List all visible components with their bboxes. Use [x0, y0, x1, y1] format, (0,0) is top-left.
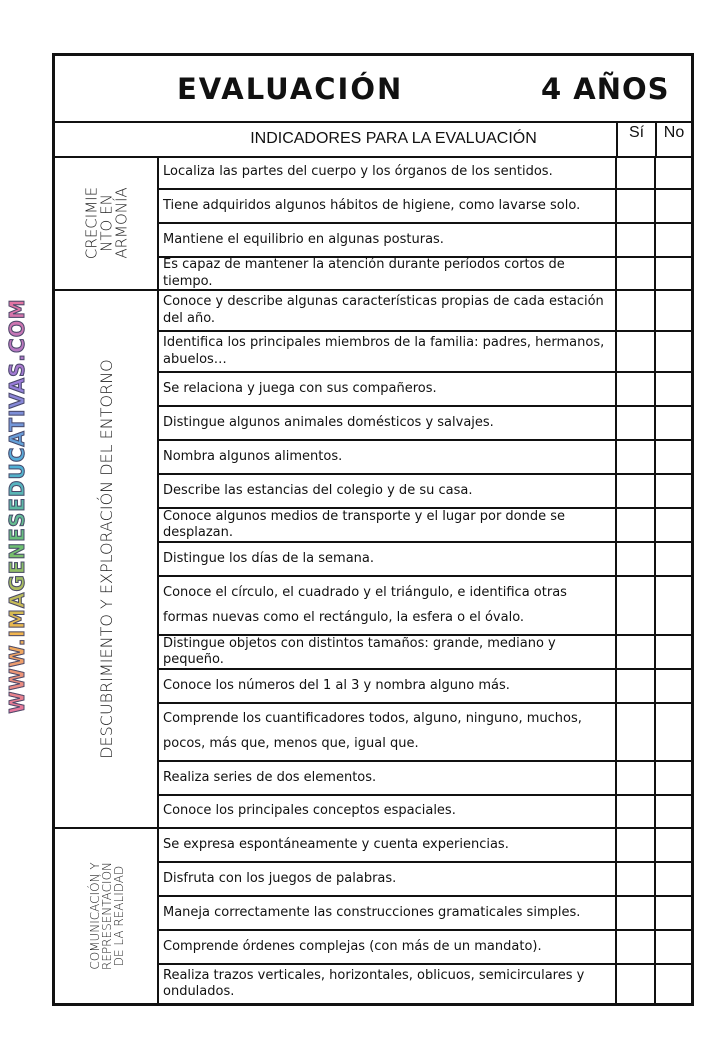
yes-checkbox-cell[interactable]	[616, 332, 655, 371]
no-checkbox-cell[interactable]	[655, 407, 691, 439]
yes-checkbox-cell[interactable]	[616, 931, 655, 963]
title-row	[55, 56, 691, 123]
indicator-text: Conoce los números del 1 al 3 y nombra alguno más.	[163, 677, 510, 693]
indicator-text: Disfruta con los juegos de palabras.	[163, 870, 397, 886]
yes-checkbox-cell[interactable]	[616, 441, 655, 473]
indicator-text: Es capaz de mantener la atención durante períodos cortos de tiempo.	[163, 257, 565, 289]
table-row	[158, 441, 691, 475]
table-row	[158, 670, 691, 704]
yes-checkbox-cell[interactable]	[616, 190, 655, 222]
no-checkbox-cell[interactable]	[655, 332, 691, 371]
indicator-text: Distingue algunos animales domésticos y salvajes.	[163, 414, 494, 430]
table-header	[55, 121, 691, 158]
indicator-text: Conoce algunos medios de transporte y el lugar por donde se desplazan.	[163, 508, 566, 540]
section-label: DESCUBRIMIENTO Y EXPLORACIÓN DEL ENTORNO	[96, 359, 116, 759]
table-row	[158, 224, 691, 258]
table-row	[158, 931, 691, 965]
no-checkbox-cell[interactable]	[655, 762, 691, 794]
section-label: COMUNICACIÓN Y REPRESENTACIÓN DE LA REALIDAD	[87, 862, 126, 970]
table-row	[158, 543, 691, 577]
table-row	[158, 577, 691, 636]
indicator-text: Localiza las partes del cuerpo y los órganos de los sentidos.	[163, 163, 553, 179]
indicator-text: Mantiene el equilibrio en algunas posturas.	[163, 231, 444, 247]
indicator-text: Distingue los días de la semana.	[163, 550, 375, 566]
table-row	[158, 796, 691, 829]
yes-checkbox-cell[interactable]	[616, 258, 655, 289]
table-row	[158, 258, 691, 291]
section-label: CRECIMIE NTO EN ARMONÍA	[82, 186, 130, 259]
no-checkbox-cell[interactable]	[655, 931, 691, 963]
no-checkbox-cell[interactable]	[655, 965, 691, 1003]
yes-checkbox-cell[interactable]	[616, 863, 655, 895]
no-checkbox-cell[interactable]	[655, 636, 691, 668]
page-title: EVALUACIÓN	[177, 72, 404, 106]
indicator-text: Conoce y describe algunas características propias de cada estación del año.	[163, 294, 604, 326]
no-checkbox-cell[interactable]	[655, 224, 691, 256]
indicator-text: Comprende órdenes complejas (con más de un mandato).	[163, 938, 542, 954]
table-row	[158, 475, 691, 509]
no-checkbox-cell[interactable]	[655, 258, 691, 289]
yes-checkbox-cell[interactable]	[616, 509, 655, 541]
column-divider	[157, 156, 159, 1003]
no-checkbox-cell[interactable]	[655, 829, 691, 861]
yes-checkbox-cell[interactable]	[616, 704, 655, 760]
table-row	[158, 407, 691, 441]
indicator-text: Realiza series de dos elementos.	[163, 769, 377, 785]
yes-checkbox-cell[interactable]	[616, 475, 655, 507]
yes-checkbox-cell[interactable]	[616, 156, 655, 188]
table-row	[158, 156, 691, 190]
yes-checkbox-cell[interactable]	[616, 670, 655, 702]
table-row	[158, 897, 691, 931]
no-checkbox-cell[interactable]	[655, 577, 691, 634]
yes-column-header: Sí	[616, 121, 655, 156]
yes-checkbox-cell[interactable]	[616, 577, 655, 634]
table-row	[158, 863, 691, 897]
no-checkbox-cell[interactable]	[655, 373, 691, 405]
yes-checkbox-cell[interactable]	[616, 829, 655, 861]
no-checkbox-cell[interactable]	[655, 291, 691, 330]
no-checkbox-cell[interactable]	[655, 543, 691, 575]
no-checkbox-cell[interactable]	[655, 897, 691, 929]
table-row	[158, 291, 691, 332]
indicator-text: Se expresa espontáneamente y cuenta experiencias.	[163, 836, 509, 852]
no-checkbox-cell[interactable]	[655, 863, 691, 895]
table-row	[158, 829, 691, 863]
evaluation-sheet	[52, 53, 694, 1006]
yes-checkbox-cell[interactable]	[616, 407, 655, 439]
indicator-text: Nombra algunos alimentos.	[163, 448, 343, 464]
yes-checkbox-cell[interactable]	[616, 291, 655, 330]
no-column-header: No	[655, 121, 691, 156]
yes-checkbox-cell[interactable]	[616, 373, 655, 405]
table-row	[158, 762, 691, 796]
indicator-text: Comprende los cuantificadores todos, alguno, ninguno, muchos, pocos, más que, menos que, igual que.	[163, 711, 582, 751]
indicator-text: Maneja correctamente las construcciones gramaticales simples.	[163, 904, 581, 920]
yes-checkbox-cell[interactable]	[616, 762, 655, 794]
indicator-text: Se relaciona y juega con sus compañeros.	[163, 380, 437, 396]
indicator-text: Identifica los principales miembros de la familia: padres, hermanos, abuelos…	[163, 335, 605, 367]
yes-checkbox-cell[interactable]	[616, 543, 655, 575]
no-checkbox-cell[interactable]	[655, 475, 691, 507]
indicator-text: Distingue objetos con distintos tamaños: grande, mediano y pequeño.	[163, 635, 556, 667]
table-row	[158, 636, 691, 670]
yes-checkbox-cell[interactable]	[616, 796, 655, 827]
table-row	[158, 373, 691, 407]
no-checkbox-cell[interactable]	[655, 156, 691, 188]
indicators-header: INDICADORES PARA LA EVALUACIÓN	[250, 129, 537, 147]
section-descubrimiento	[55, 291, 158, 829]
watermark-text: WWW.IMAGENESEDUCATIVAS.COM	[5, 298, 29, 714]
table-row	[158, 190, 691, 224]
yes-checkbox-cell[interactable]	[616, 965, 655, 1003]
table-row	[158, 704, 691, 762]
yes-checkbox-cell[interactable]	[616, 224, 655, 256]
indicator-text: Conoce los principales conceptos espaciales.	[163, 803, 456, 819]
no-checkbox-cell[interactable]	[655, 441, 691, 473]
section-crecimiento	[55, 156, 158, 291]
no-checkbox-cell[interactable]	[655, 190, 691, 222]
watermark-logo	[5, 298, 29, 714]
yes-checkbox-cell[interactable]	[616, 897, 655, 929]
section-comunicacion	[55, 829, 158, 1003]
column-divider	[654, 156, 656, 1003]
no-checkbox-cell[interactable]	[655, 796, 691, 827]
indicator-text: Tiene adquiridos algunos hábitos de higiene, como lavarse solo.	[163, 197, 581, 213]
indicator-text: Describe las estancias del colegio y de su casa.	[163, 482, 473, 498]
indicator-text: Realiza trazos verticales, horizontales, oblicuos, semicirculares y ondulados.	[163, 967, 585, 999]
table-row	[158, 509, 691, 543]
table-row	[158, 965, 691, 1003]
yes-checkbox-cell[interactable]	[616, 636, 655, 668]
column-divider	[615, 156, 617, 1003]
indicator-text: Conoce el círculo, el cuadrado y el triángulo, e identifica otras formas nuevas como el rectángulo, la esfera o el óvalo.	[163, 584, 567, 625]
no-checkbox-cell[interactable]	[655, 670, 691, 702]
no-checkbox-cell[interactable]	[655, 509, 691, 541]
age-label: 4 AÑOS	[541, 72, 670, 106]
no-checkbox-cell[interactable]	[655, 704, 691, 760]
table-row	[158, 332, 691, 373]
